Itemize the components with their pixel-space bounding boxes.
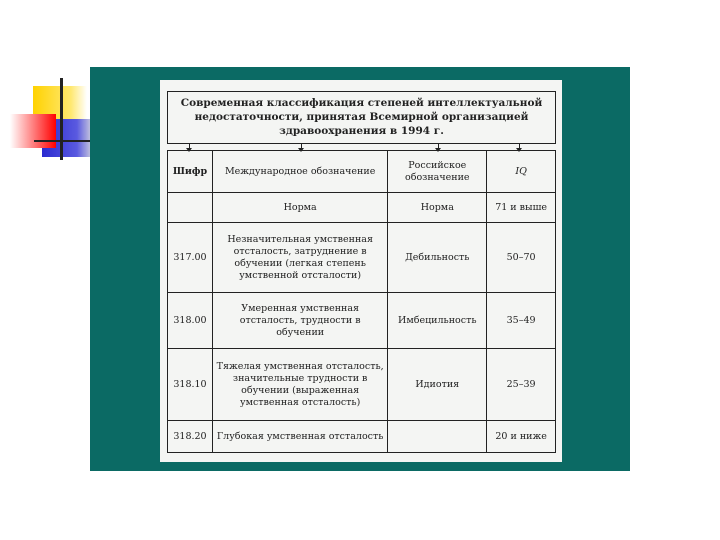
ru-cell: Норма (388, 193, 487, 223)
ru-cell: Идиотия (388, 349, 487, 421)
code-cell (168, 193, 213, 223)
header-cell: Российское обозначение (388, 151, 487, 193)
table-row (168, 193, 556, 223)
iq-cell: 35–49 (487, 293, 556, 349)
table-row (168, 349, 556, 421)
intl-cell: Норма (212, 193, 387, 223)
table-row (168, 293, 556, 349)
classification-table (167, 150, 556, 453)
table-title: Современная классификация степеней интеллектуальной недостаточности, принятая Всемирной организацией здравоохранения в 1994 г. (167, 91, 556, 144)
code-cell: 318.20 (168, 421, 213, 453)
intl-cell: Незначительная умственная отсталость, затруднение в обучении (легкая степень умственной отсталости) (212, 223, 387, 293)
table-row (168, 421, 556, 453)
code-cell: 317.00 (168, 223, 213, 293)
decor-vertical-line (60, 78, 63, 160)
decor-red-square (10, 114, 56, 148)
decor-horizontal-line (34, 140, 90, 142)
header-cell: Шифр (168, 151, 213, 193)
iq-cell: 71 и выше (487, 193, 556, 223)
intl-cell: Умеренная умственная отсталость, трудности в обучении (212, 293, 387, 349)
header-cell: Международное обозначение (212, 151, 387, 193)
iq-cell: 20 и ниже (487, 421, 556, 453)
header-cell: IQ (487, 151, 556, 193)
ru-cell (388, 421, 487, 453)
intl-cell: Глубокая умственная отсталость (212, 421, 387, 453)
code-cell: 318.10 (168, 349, 213, 421)
ru-cell: Дебильность (388, 223, 487, 293)
table-row (168, 223, 556, 293)
code-cell: 318.00 (168, 293, 213, 349)
table-header-row (168, 151, 556, 193)
iq-cell: 25–39 (487, 349, 556, 421)
iq-cell: 50–70 (487, 223, 556, 293)
ru-cell: Имбецильность (388, 293, 487, 349)
intl-cell: Тяжелая умственная отсталость, значительные трудности в обучении (выраженная умственная отсталость) (212, 349, 387, 421)
